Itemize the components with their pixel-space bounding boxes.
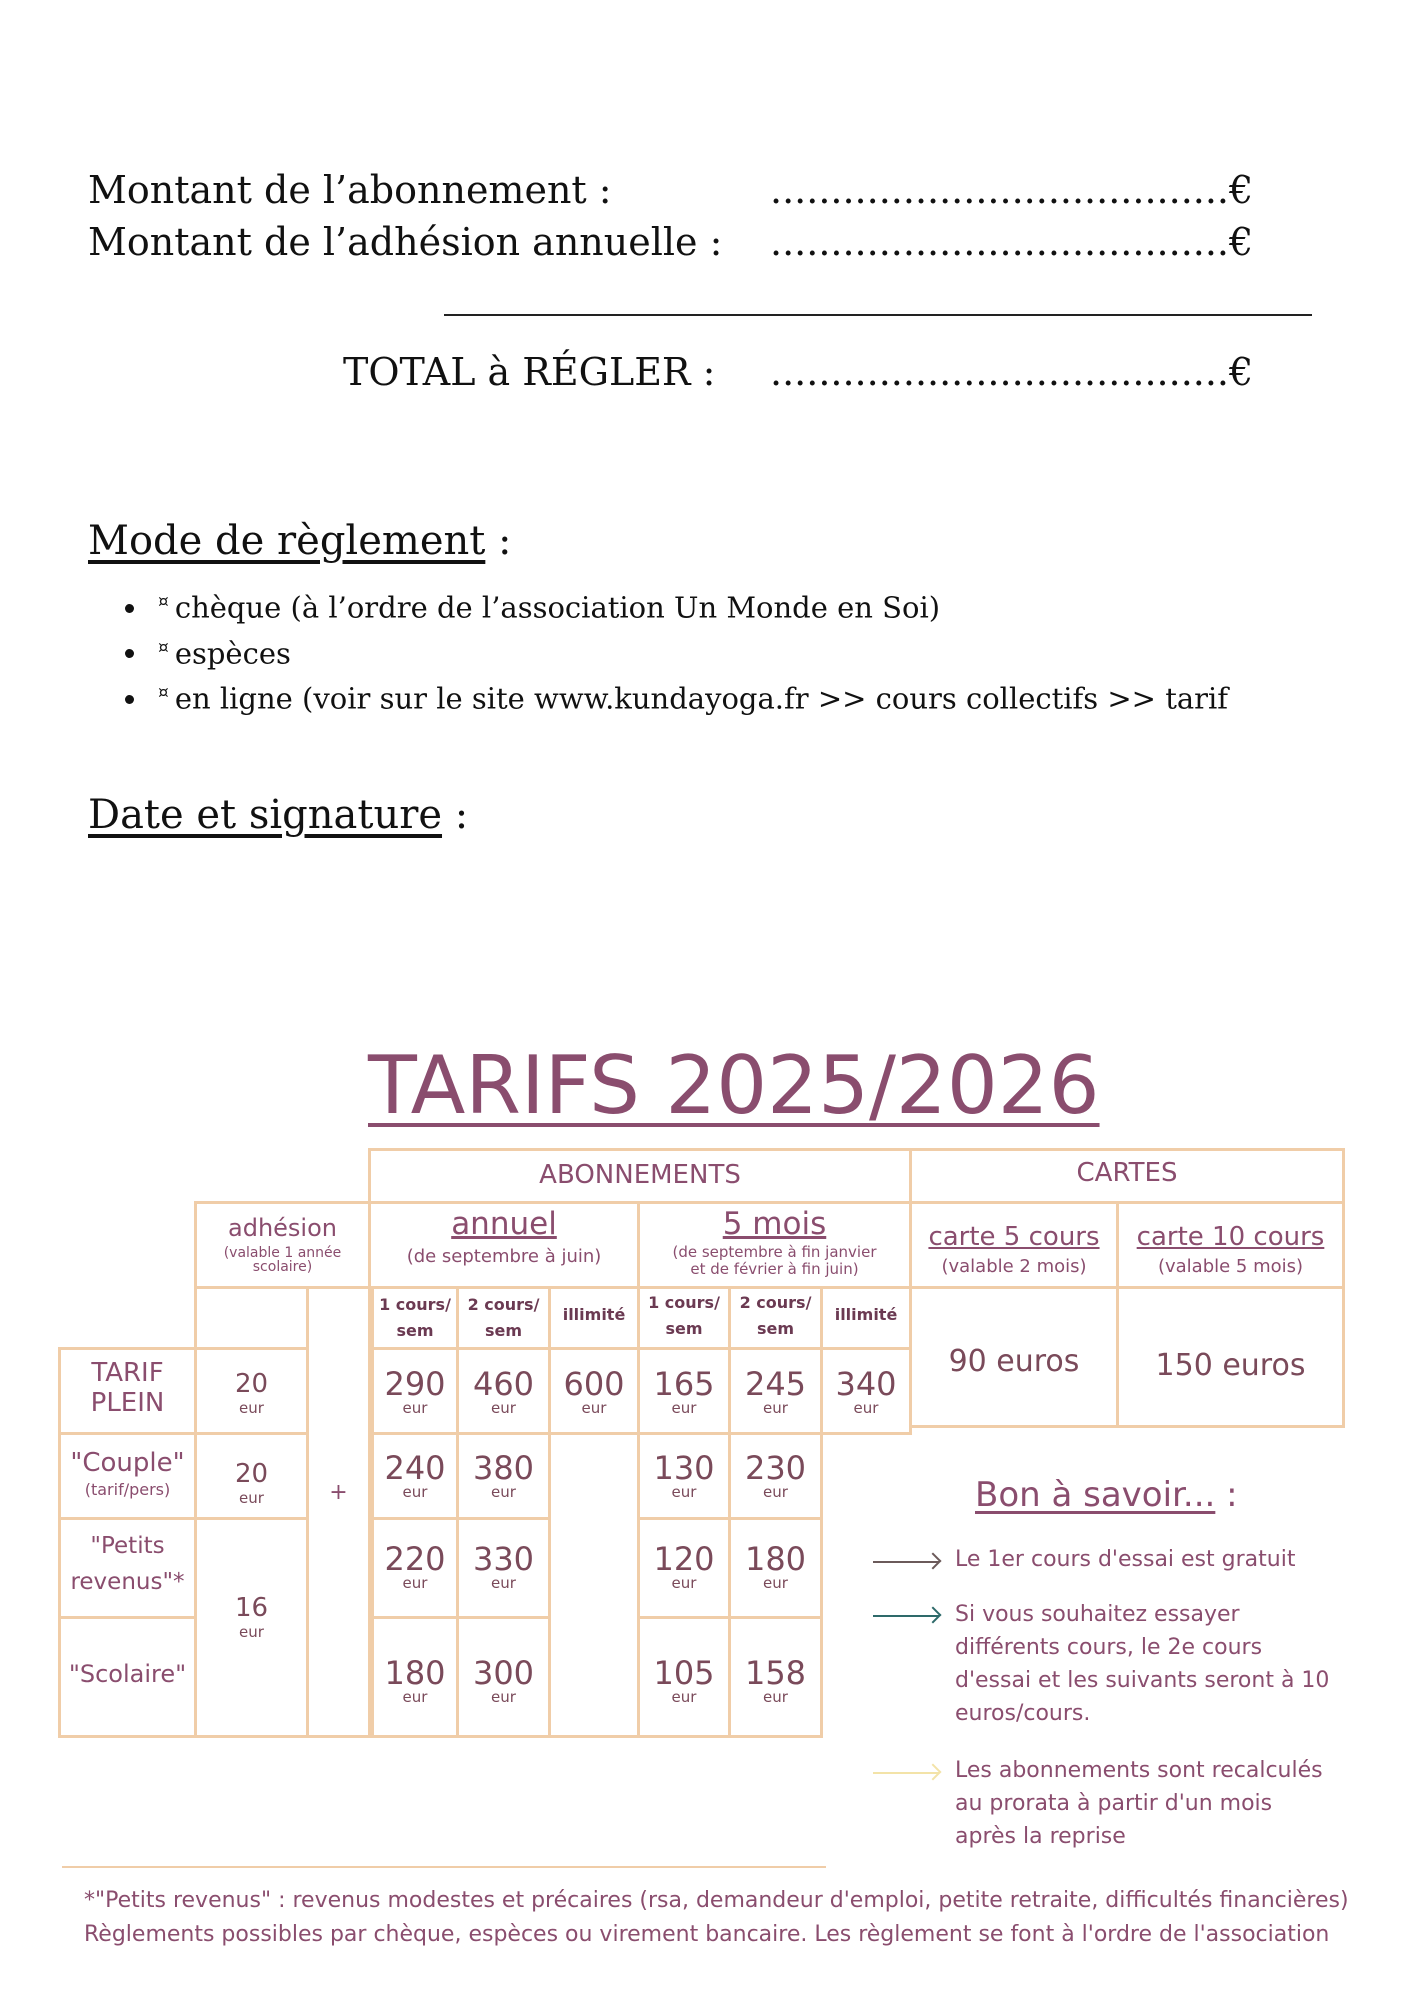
price-value: 230: [744, 1449, 807, 1487]
carte10-label: carte 10 cours: [1136, 1222, 1325, 1252]
price-annuel-1: [371, 1365, 459, 1417]
price-cinq-2: [728, 1365, 823, 1417]
price-unit: eur: [763, 1688, 788, 1706]
price-unit: eur: [671, 1483, 697, 1501]
price-cinq-1: [637, 1365, 731, 1417]
price-unit: eur: [853, 1399, 879, 1417]
price-annuel-2: [456, 1365, 551, 1417]
annuel-note: (de septembre à juin): [406, 1246, 602, 1267]
price-annuel-1: [371, 1540, 459, 1592]
subscription-amount-field[interactable]: ......................................€: [770, 168, 1254, 212]
price-value: 300: [472, 1654, 535, 1692]
price-unit: eur: [491, 1574, 516, 1592]
annuel-label: annuel: [451, 1206, 557, 1242]
total-divider: [444, 314, 1312, 316]
total-amount-field[interactable]: ......................................€: [770, 350, 1254, 394]
payment-option-online[interactable]: [150, 673, 1228, 719]
price-unit: eur: [402, 1688, 428, 1706]
payment-heading-colon: :: [485, 518, 512, 564]
price-annuel-1: [371, 1654, 459, 1706]
plus-column: [306, 1286, 371, 1738]
footnote-divider: [62, 1866, 826, 1868]
price-value: 105: [653, 1654, 715, 1692]
bon-a-savoir-text: Bon à savoir...: [975, 1475, 1216, 1515]
price-annuel-2: [456, 1449, 551, 1501]
price-value: 120: [653, 1540, 715, 1578]
price-value: 20: [234, 1369, 269, 1399]
payment-option-label: espèces: [174, 636, 291, 671]
carte5-price: 90 euros: [948, 1344, 1080, 1379]
payment-option-label: en ligne (voir sur le site www.kundayoga.fr >> cours collectifs >> tarif: [174, 681, 1229, 716]
price-value: 340: [835, 1365, 897, 1403]
price-cell: [548, 1432, 640, 1738]
carte10-note: (valable 5 mois): [1157, 1256, 1304, 1277]
payment-option-cash[interactable]: [150, 628, 1228, 674]
adhesion-label: adhésion: [228, 1214, 337, 1242]
price-annuel-2: [456, 1654, 551, 1706]
price-unit: eur: [491, 1483, 516, 1501]
price-value: 165: [653, 1365, 715, 1403]
carte10-price: 150 euros: [1155, 1348, 1306, 1383]
price-unit: eur: [239, 1623, 264, 1641]
bon-a-savoir-colon: :: [1215, 1475, 1238, 1515]
row-couple-label: "Couple": [70, 1448, 185, 1478]
cinq-mois-note-1: (de septembre à fin janvier: [672, 1243, 877, 1261]
adhesion-note: (valable 1 année scolaire): [223, 1245, 342, 1275]
arrow-right-icon: [873, 1772, 939, 1774]
price-unit: eur: [763, 1483, 788, 1501]
price-unit: eur: [671, 1399, 697, 1417]
note-prorata: Les abonnements sont recalculés au prorata à partir d'un mois après la reprise: [955, 1758, 1323, 1849]
payment-option-cheque[interactable]: [150, 582, 1228, 628]
payment-heading: [88, 518, 512, 564]
price-value: 180: [744, 1540, 807, 1578]
col-annuel-illimite-label: illimité: [562, 1305, 626, 1324]
price-value: 16: [234, 1593, 269, 1623]
total-label: TOTAL à RÉGLER :: [343, 350, 716, 394]
price-unit: eur: [239, 1489, 264, 1507]
price-unit: eur: [402, 1574, 428, 1592]
col-annuel-1cours-label: 1 cours/ sem: [379, 1295, 451, 1340]
price-cinq-2: [728, 1540, 823, 1592]
price-value: 460: [472, 1365, 535, 1403]
row-scolaire-label: "Scolaire": [68, 1660, 187, 1688]
footnote-reglements: Règlements possibles par chèque, espèces ou virement bancaire. Les règlement se font à l'ordre de l'association: [84, 1922, 1330, 1947]
col-cinq-illimite-label: illimité: [834, 1305, 898, 1324]
plus-sign: +: [329, 1480, 348, 1505]
price-unit: eur: [491, 1688, 516, 1706]
price-cinq-2: [728, 1654, 823, 1706]
membership-amount-field[interactable]: ......................................€: [770, 220, 1254, 264]
subscription-amount-label: Montant de l’abonnement :: [88, 168, 612, 212]
price-value: 220: [384, 1540, 446, 1578]
price-cinq-illimite: [820, 1365, 912, 1417]
price-annuel-illimite: [548, 1365, 640, 1417]
cinq-mois-note-2: et de février à fin juin): [690, 1260, 859, 1278]
note-free-trial: Le 1er cours d'essai est gratuit: [955, 1547, 1296, 1572]
arrow-right-icon: [873, 1561, 939, 1563]
price-value: 158: [744, 1654, 807, 1692]
signature-heading-colon: :: [442, 792, 469, 838]
price-unit: eur: [763, 1574, 788, 1592]
note-second-trial: Si vous souhaitez essayer différents cours, le 2e cours d'essai et les suivants seront à 10 euros/cours.: [955, 1602, 1330, 1726]
payment-heading-text: Mode de règlement: [88, 518, 486, 564]
price-value: 180: [384, 1654, 446, 1692]
price-cinq-1: [637, 1654, 731, 1706]
price-unit: eur: [671, 1574, 697, 1592]
row-tarif-plein-label: TARIF PLEIN: [90, 1358, 165, 1418]
price-value: 290: [384, 1365, 446, 1403]
row-petits-revenus-label: "Petits revenus"*: [70, 1533, 185, 1595]
cinq-mois-label: 5 mois: [722, 1206, 827, 1242]
price-annuel-1: [371, 1449, 459, 1501]
price-unit: eur: [581, 1399, 607, 1417]
signature-heading-text: Date et signature: [88, 792, 443, 838]
price-unit: eur: [671, 1688, 697, 1706]
signature-heading: [88, 792, 468, 838]
price-cinq-2: [728, 1449, 823, 1501]
tarifs-title: TARIFS 2025/2026: [368, 1039, 1100, 1132]
payment-options-list: [150, 582, 1228, 719]
footnote-petits-revenus: *"Petits revenus" : revenus modestes et précaires (rsa, demandeur d'emploi, petite retraite, difficultés financières): [84, 1888, 1349, 1913]
blank-cell: [194, 1286, 309, 1350]
col-cinq-1cours-label: 1 cours/ sem: [648, 1293, 720, 1338]
price-value: 130: [653, 1449, 715, 1487]
row-couple-sub: (tarif/pers): [84, 1480, 171, 1499]
checkbox-icon[interactable]: ¤: [158, 592, 169, 612]
checkbox-icon[interactable]: ¤: [158, 683, 169, 704]
bon-a-savoir-heading: [975, 1475, 1238, 1515]
membership-amount-label: Montant de l’adhésion annuelle :: [88, 220, 723, 264]
carte5-label: carte 5 cours: [928, 1222, 1100, 1252]
col-annuel-2cours-label: 2 cours/ sem: [467, 1295, 540, 1340]
price-value: 380: [472, 1449, 535, 1487]
price-unit: eur: [402, 1399, 428, 1417]
payment-option-label: chèque (à l’ordre de l’association Un Monde en Soi): [174, 590, 941, 625]
adhesion-price: [194, 1592, 309, 1640]
price-unit: eur: [239, 1399, 264, 1417]
price-unit: eur: [402, 1483, 428, 1501]
carte5-note: (valable 2 mois): [941, 1256, 1087, 1277]
price-cinq-1: [637, 1540, 731, 1592]
arrow-right-icon: [873, 1615, 939, 1617]
price-value: 330: [472, 1540, 535, 1578]
price-annuel-2: [456, 1540, 551, 1592]
price-cinq-1: [637, 1449, 731, 1501]
adhesion-price: [194, 1368, 309, 1416]
price-value: 20: [234, 1459, 269, 1489]
price-value: 245: [744, 1365, 807, 1403]
col-cinq-2cours-label: 2 cours/ sem: [739, 1293, 812, 1338]
price-value: 240: [384, 1449, 446, 1487]
adhesion-price: [194, 1458, 309, 1506]
price-unit: eur: [491, 1399, 516, 1417]
price-unit: eur: [763, 1399, 788, 1417]
checkbox-icon[interactable]: ¤: [158, 637, 169, 658]
abonnements-label: ABONNEMENTS: [539, 1160, 741, 1190]
price-value: 600: [563, 1365, 625, 1403]
cartes-label: CARTES: [1076, 1158, 1178, 1188]
